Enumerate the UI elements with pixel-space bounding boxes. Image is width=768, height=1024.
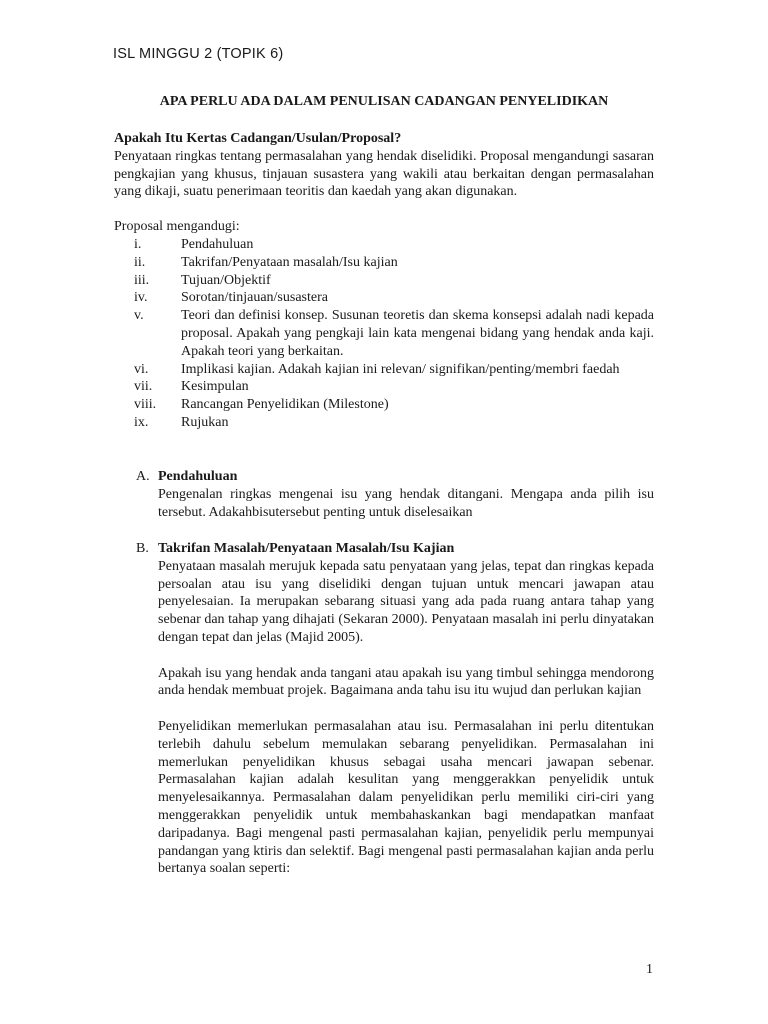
section-b bbox=[136, 540, 654, 878]
section-b-heading-row bbox=[136, 540, 654, 558]
list-item bbox=[114, 378, 654, 396]
list-item bbox=[114, 414, 654, 432]
section-b-paragraph-1: Penyataan masalah merujuk kepada satu penyataan yang jelas, tepat dan ringkas kepada persoalan atau isu yang diselidiki dengan tujuan untuk mencari jawapan atau penyelesaian. Ia merupakan sebarang situasi yang ada pada ruang antara tahap yang sebenar dan tahap yang dihajati (Sekaran 2000). Penyataan masalah ini perlu dinyatakan dengan tepat dan jelas (Majid 2005). bbox=[158, 558, 654, 645]
list-item-text: Takrifan/Penyataan masalah/Isu kajian bbox=[181, 254, 398, 270]
list-item-number: i. bbox=[134, 237, 142, 252]
list-item-number: viii. bbox=[134, 397, 157, 413]
page-number: 1 bbox=[646, 962, 653, 977]
section-b-body bbox=[158, 558, 654, 878]
list-item-text: Pendahuluan bbox=[181, 237, 254, 252]
list-item-text: Kesimpulan bbox=[181, 379, 249, 395]
page-header: ISL MINGGU 2 (TOPIK 6) bbox=[113, 46, 284, 62]
list-item-number: vi. bbox=[134, 361, 149, 377]
list-item-number: ix. bbox=[134, 414, 149, 430]
list-item-text: Rancangan Penyelidikan (Milestone) bbox=[181, 397, 389, 413]
list-item-number: ii. bbox=[134, 254, 146, 270]
section-a-heading: Pendahuluan bbox=[158, 469, 238, 484]
list-item bbox=[114, 236, 654, 254]
list-item-number: iii. bbox=[134, 272, 150, 288]
section-a bbox=[136, 468, 654, 521]
list-label: Proposal mengandugi: bbox=[114, 219, 240, 234]
list-item bbox=[114, 272, 654, 290]
section-a-body bbox=[158, 486, 654, 522]
list-item bbox=[114, 396, 654, 414]
intro-block bbox=[114, 130, 654, 201]
list-item-number: v. bbox=[134, 308, 144, 324]
list-item-text: Rujukan bbox=[181, 414, 229, 430]
list-item-text: Sorotan/tinjauan/susastera bbox=[181, 290, 328, 306]
list-item-text: Implikasi kajian. Adakah kajian ini relevan/ signifikan/penting/membri faedah bbox=[181, 361, 620, 377]
section-a-heading-row bbox=[136, 468, 654, 486]
list-item bbox=[114, 361, 654, 379]
section-a-paragraph: Pengenalan ringkas mengenai isu yang hendak ditangani. Mengapa anda pilih isu tersebut. Adakahbisutersebut penting untuk diselesaikan bbox=[158, 486, 654, 520]
list-item-number: vii. bbox=[134, 379, 153, 395]
section-b-heading: Takrifan Masalah/Penyataan Masalah/Isu Kajian bbox=[158, 541, 455, 556]
list-item-text: Teori dan definisi konsep. Susunan teoretis dan skema konsepsi adalah nadi kepada proposal. Apakah yang pengkaji lain kata mengenai bidang yang hendak anda kaji. Apakah teori yang berkaitan. bbox=[181, 308, 654, 359]
section-b-paragraph-2: Apakah isu yang hendak anda tangani atau apakah isu yang timbul sehingga mendorong anda hendak membuat projek. Bagaimana anda tahu isu itu wujud dan perlukan kajian bbox=[158, 665, 654, 699]
intro-heading: Apakah Itu Kertas Cadangan/Usulan/Proposal? bbox=[114, 131, 402, 146]
section-b-letter: B. bbox=[136, 541, 149, 556]
contents-list bbox=[114, 236, 654, 432]
intro-text: Penyataan ringkas tentang permasalahan yang hendak diselidiki. Proposal mengandungi sasaran pengkajian yang khusus, tinjauan susastera yang wakili atau berkaitan dengan permasalahan yang dikaji, suatu penerimaan teoritis dan kaedah yang akan digunakan. bbox=[114, 148, 654, 200]
list-item bbox=[114, 289, 654, 307]
list-item bbox=[114, 307, 654, 360]
list-item-number: iv. bbox=[134, 290, 148, 306]
list-item-text: Tujuan/Objektif bbox=[181, 272, 271, 288]
section-a-letter: A. bbox=[136, 469, 150, 484]
document-title: APA PERLU ADA DALAM PENULISAN CADANGAN PENYELIDIKAN bbox=[159, 94, 609, 109]
section-b-paragraph-3: Penyelidikan memerlukan permasalahan atau isu. Permasalahan ini perlu ditentukan terlebih dahulu sebelum memulakan sebarang penyelidikan. Permasalahan ini memerlukan penyelidikan khusus sebagai usaha mencari jawapan sebenar. Permasalahan kajian adalah kesulitan yang menggerakkan penyelidik untuk menyelesaikannya. Permasalahan dalam penyelidikan perlu memiliki ciri-ciri yang menggerakkan penyelidik untuk membahaskankan bagi mendapatkan manfaat daripadanya. Bagi mengenal pasti permasalahan kajian, penyelidik perlu mempunyai pandangan yang ktiris dan selektif. Bagi mengenal pasti permasalahan kajian anda perlu bertanya soalan seperti: bbox=[158, 718, 654, 877]
list-item bbox=[114, 254, 654, 272]
